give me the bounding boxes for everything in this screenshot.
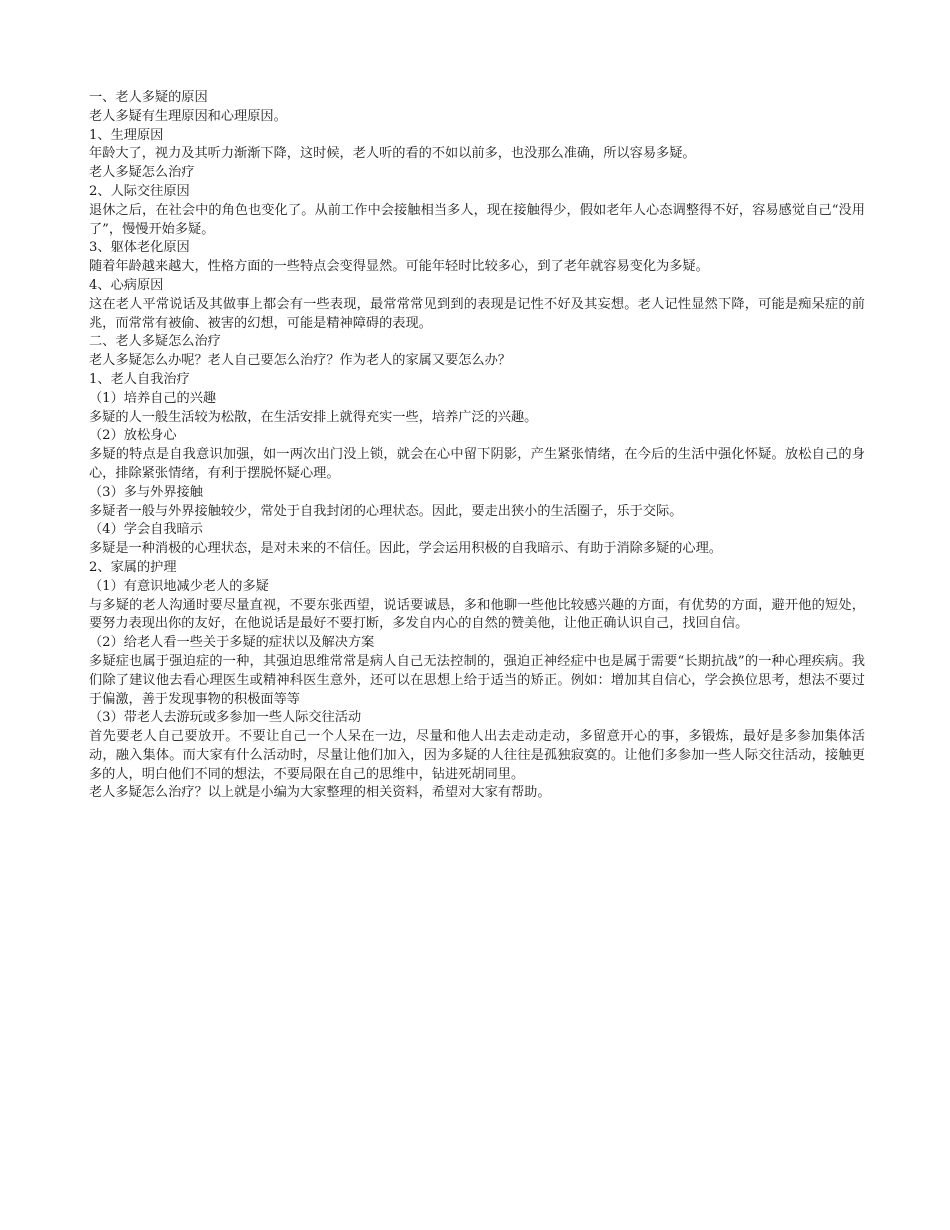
subsection-heading: 3、躯体老化原因 <box>89 240 190 256</box>
subsection-heading: （3）多与外界接触 <box>89 484 203 500</box>
paragraph: 随着年龄越来越大，性格方面的一些特点会变得显然。可能年轻时比较多心，到了老年就容易变化为多疑。 <box>89 259 709 275</box>
paragraph: 老人多疑怎么办呢？老人自己要怎么治疗？作为老人的家属又要怎么办？ <box>89 353 511 369</box>
subsection-heading: （4）学会自我暗示 <box>89 522 203 538</box>
paragraph: 多疑的人一般生活较为松散，在生活安排上就得充实一些，培养广泛的兴趣。 <box>89 409 538 425</box>
paragraph: 退休之后，在社会中的角色也变化了。从前工作中会接触相当多人，现在接触得少，假如老年人心态调整得不好，容易感觉自己“没用了”，慢慢开始多疑。 <box>89 202 865 237</box>
paragraph: 多疑者一般与外界接触较少，常处于自我封闭的心理状态。因此，要走出狭小的生活圈子，乐于交际。 <box>89 503 683 519</box>
paragraph: 多疑症也属于强迫症的一种，其强迫思维常常是病人自己无法控制的，强迫正神经症中也是属于需要“长期抗战”的一种心理疾病。我们除了建议他去看心理医生或精神科医生意外，还可以在思想上给于适当的矫正。例如：增加其自信心，学会换位思考，想法不要过于偏激，善于发现事物的积极面等等 <box>89 653 865 707</box>
document-body <box>89 89 865 803</box>
paragraph: 这在老人平常说话及其做事上都会有一些表现，最常常常见到到的表现是记性不好及其妄想。老人记性显然下降，可能是痴呆症的前兆，而常常有被偷、被害的幻想，可能是精神障碍的表现。 <box>89 296 865 331</box>
subsection-heading: 4、心病原因 <box>89 277 164 293</box>
paragraph: 与多疑的老人沟通时要尽量直视，不要东张西望，说话要诚恳，多和他聊一些他比较感兴趣的方面，有优势的方面，避开他的短处，要努力表现出你的友好，在他说话是最好不要打断，多发自内心的自然的赞美他，让他正确认识自己，找回自信。 <box>89 597 865 632</box>
section-heading: 二、老人多疑怎么治疗 <box>89 334 221 350</box>
subsection-heading: 2、家属的护理 <box>89 559 177 575</box>
paragraph: 老人多疑怎么治疗？以上就是小编为大家整理的相关资料，希望对大家有帮助。 <box>89 785 551 801</box>
paragraph: 首先要老人自己要放开。不要让自己一个人呆在一边，尽量和他人出去走动走动，多留意开心的事，多锻炼，最好是多参加集体活动，融入集体。而大家有什么活动时，尽量让他们加入，因为多疑的人往往是孤独寂寞的。让他们多参加一些人际交往活动，接触更多的人，明白他们不同的想法，不要局限在自己的思维中，钻进死胡同里。 <box>89 729 865 782</box>
paragraph: 年龄大了，视力及其听力渐渐下降，这时候，老人听的看的不如以前多，也没那么准确，所以容易多疑。 <box>89 146 696 162</box>
paragraph: 多疑的特点是自我意识加强，如一两次出门没上锁，就会在心中留下阴影，产生紧张情绪，在今后的生活中强化怀疑。放松自己的身心，排除紧张情绪，有利于摆脱怀疑心理。 <box>89 447 865 481</box>
subsection-heading: （2）放松身心 <box>89 428 177 444</box>
paragraph: 老人多疑怎么治疗 <box>89 165 195 181</box>
paragraph: 老人多疑有生理原因和心理原因。 <box>89 108 287 124</box>
subsection-heading: 1、老人自我治疗 <box>89 371 190 387</box>
subsection-heading: 1、生理原因 <box>89 127 164 143</box>
subsection-heading: （1）培养自己的兴趣 <box>89 390 217 406</box>
subsection-heading: 2、人际交往原因 <box>89 183 190 199</box>
subsection-heading: （1）有意识地减少老人的多疑 <box>89 578 269 594</box>
subsection-heading: （2）给老人看一些关于多疑的症状以及解决方案 <box>89 635 375 651</box>
subsection-heading: （3）带老人去游玩或多参加一些人际交往活动 <box>89 710 362 726</box>
paragraph: 多疑是一种消极的心理状态，是对未来的不信任。因此，学会运用积极的自我暗示、有助于消除多疑的心理。 <box>89 541 722 557</box>
section-heading: 一、老人多疑的原因 <box>89 90 208 105</box>
